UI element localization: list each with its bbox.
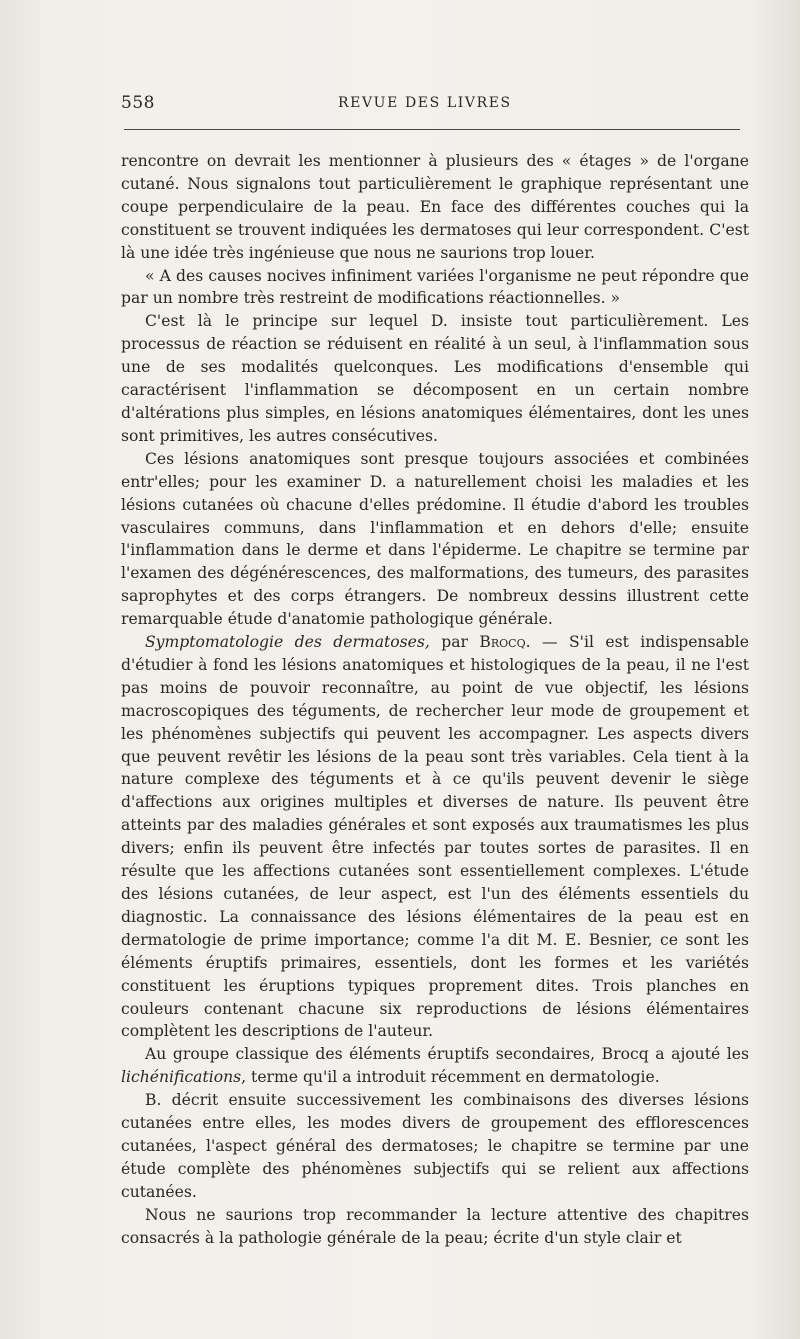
paragraph-quote: « A des causes nocives infiniment variées l'organisme ne peut répondre que par un nombre très restreint de modifications réactionnelles. » (121, 266, 749, 308)
body-text (121, 150, 749, 1250)
paragraph-recommandation: Nous ne saurions trop recommander la lecture attentive des chapitres consacrés à la pathologie générale de la peau; écrite d'un style clair et (121, 1205, 749, 1247)
term-lichenifications: lichénifications (121, 1068, 242, 1087)
running-head: REVUE DES LIVRES (338, 95, 512, 111)
paragraph-lichenifications (121, 1043, 749, 1089)
paragraph-lichenifications-a: Au groupe classique des éléments éruptifs secondaires, Brocq a ajouté les (145, 1045, 749, 1064)
paragraph-combinaisons: B. décrit ensuite successivement les combinaisons des diverses lésions cutanées entre elles, les modes divers de groupement des efflorescences cutanées, l'aspect général des dermatoses; le chapitre se termine par une étude complète des phénomènes subjectifs qui se relient aux affections cutanées. (121, 1091, 749, 1201)
page-number: 558 (121, 93, 155, 113)
paragraph-continued: rencontre on devrait les mentionner à plusieurs des « étages » de l'organe cutané. Nous signalons tout particulièrement le graphique représentant une coupe perpendiculaire de la peau. En face des différentes couches qui la constituent se trouvent indiquées les dermatoses qui leur correspondent. C'est là une idée très ingénieuse que nous ne saurions trop louer. (121, 152, 749, 262)
author-name: Brocq (479, 633, 526, 652)
by-text: par (429, 633, 480, 652)
paragraph-symptomatologie-text: . — S'il est indispensable d'étudier à fond les lésions anatomiques et histologiques de la peau, il ne l'est pas moins de pouvoir reconnaître, au point de vue objectif, les lésions macroscopiques des téguments, de rechercher leur mode de groupement et les phénomènes subjectifs qui peuvent les accompagner. Les aspects divers que peuvent revêtir les lésions de la peau sont très variables. Cela tient à la nature complexe des téguments et à ce qu'ils peuvent devenir le siège d'affections aux origines multiples et diverses de nature. Ils peuvent être atteints par des maladies générales et sont exposés aux traumatismes les plus divers; enfin ils peuvent être infectés par toutes sortes de parasites. Il en résulte que les affections cutanées sont essentiellement complexes. L'étude des lésions cutanées, de leur aspect, est l'un des éléments essentiels du diagnostic. La connaissance des lésions élémentaires de la peau est en dermatologie de prime importance; comme l'a dit M. E. Besnier, ce sont les éléments éruptifs primaires, essentiels, dont les formes et les variétés constituent les éruptions typiques proprement dites. Trois planches en couleurs contenant chacune six reproductions de lésions élémentaires complètent les descriptions de l'auteur. (121, 633, 750, 1041)
paragraph-lesions: Ces lésions anatomiques sont presque toujours associées et combinées entr'elles; pour les examiner D. a naturellement choisi les maladies et les lésions cutanées où chacune d'elles prédomine. Il étudie d'abord les troubles vasculaires communs, dans l'inflammation et en dehors d'elle; ensuite l'inflammation dans le derme et dans l'épiderme. Le chapitre se termine par l'examen des dégénérescences, des malformations, des tumeurs, des parasites saprophytes et des corps étrangers. De nombreux dessins illustrent cette remarquable étude d'anatomie pathologique générale. (121, 449, 749, 629)
paragraph-lichenifications-b: , terme qu'il a introduit récemment en dermatologie. (241, 1068, 660, 1087)
paragraph-principle: C'est là le principe sur lequel D. insiste tout particulièrement. Les processus de réaction se réduisent en réalité à un seul, à l'inflammation sous une de ses modalités quelconques. Les modifications d'ensemble qui caractérisent l'inflammation se décomposent en un certain nombre d'altérations plus simples, en lésions anatomiques élémentaires, dont les unes sont primitives, les autres consécutives. (121, 312, 749, 445)
paragraph-symptomatologie (121, 631, 749, 1043)
page-header (121, 93, 741, 117)
section-title: Symptomatologie des dermatoses, (145, 633, 430, 652)
header-rule (124, 129, 740, 130)
